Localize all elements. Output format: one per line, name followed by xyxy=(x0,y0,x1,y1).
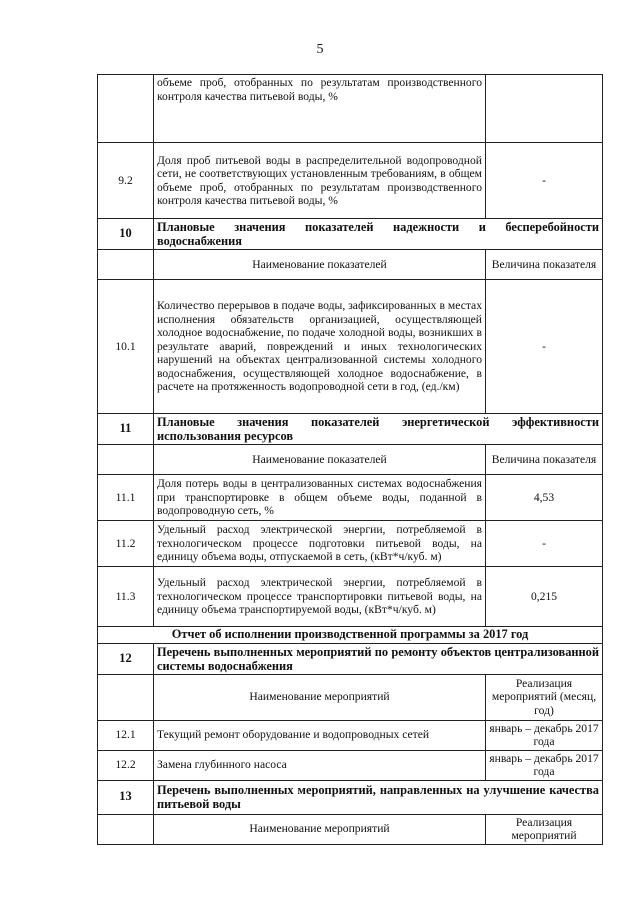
report-title: Отчет об исполнении производственной программы за 2017 год xyxy=(98,627,603,644)
indicator-name: Доля проб питьевой воды в распределительной водопроводной сети, не соответствующих установленным требованиям, в общем объеме проб, отобранных по результатам производственного контроля качества питьевой воды, % xyxy=(154,143,486,219)
column-header-row xyxy=(98,814,603,844)
activity-name: Замена глубинного насоса xyxy=(154,750,486,780)
row-number: 11.3 xyxy=(98,567,154,627)
page-number: 5 xyxy=(316,42,324,57)
table-row xyxy=(98,521,603,567)
table-row xyxy=(98,750,603,780)
row-number: 10.1 xyxy=(98,280,154,414)
indicator-value: - xyxy=(486,521,603,567)
activity-period: январь – декабрь 2017 года xyxy=(486,720,603,750)
indicator-value: - xyxy=(486,143,603,219)
section-number: 11 xyxy=(98,414,154,445)
table-row xyxy=(98,720,603,750)
row-number: 12.2 xyxy=(98,750,154,780)
program-table xyxy=(97,74,603,845)
row-number: 9.2 xyxy=(98,143,154,219)
table-row xyxy=(98,280,603,414)
column-header-name: Наименование мероприятий xyxy=(154,814,486,844)
column-header-value: Величина показателя xyxy=(486,445,603,475)
section-row xyxy=(98,219,603,250)
table-row xyxy=(98,567,603,627)
column-header-row xyxy=(98,445,603,475)
column-header-value: Величина показателя xyxy=(486,250,603,280)
section-number: 13 xyxy=(98,780,154,814)
section-number: 12 xyxy=(98,643,154,674)
indicator-name: Удельный расход электрической энергии, потребляемой в технологическом процессе подготовки питьевой воды, на единицу объема воды, отпускаемой в сеть, (кВт*ч/куб. м) xyxy=(154,521,486,567)
row-number: 11.2 xyxy=(98,521,154,567)
activity-period: январь – декабрь 2017 года xyxy=(486,750,603,780)
column-header-value: Реализация мероприятий (месяц, год) xyxy=(486,674,603,720)
activity-name: Текущий ремонт оборудование и водопроводных сетей xyxy=(154,720,486,750)
section-title: Плановые значения показателей надежности и бесперебойности водоснабжения xyxy=(154,219,603,250)
row-number: 11.1 xyxy=(98,475,154,521)
section-number: 10 xyxy=(98,219,154,250)
column-header-name: Наименование показателей xyxy=(154,445,486,475)
section-row xyxy=(98,414,603,445)
section-title: Перечень выполненных мероприятий по ремонту объектов централизованной системы водоснабжения xyxy=(154,643,603,674)
row-number: 12.1 xyxy=(98,720,154,750)
indicator-value xyxy=(486,75,603,143)
column-header-row xyxy=(98,674,603,720)
table-row xyxy=(98,143,603,219)
indicator-name: Доля потерь воды в централизованных системах водоснабжения при транспортировке в общем объеме воды, поданной в водопроводную сеть, % xyxy=(154,475,486,521)
column-header-row xyxy=(98,250,603,280)
column-header-value: Реализация мероприятий xyxy=(486,814,603,844)
section-row xyxy=(98,780,603,814)
indicator-name: Количество перерывов в подаче воды, зафиксированных в местах исполнения обязательств организацией, осуществляющей холодное водоснабжение, по подаче холодной воды, возникших в результате аварий, повреждений и иных технологических нарушений на объектах централизованной системы холодного водоснабжения, осуществляющей холодное водоснабжение, в расчете на протяженность водопроводной сети в год, (ед./км) xyxy=(154,280,486,414)
indicator-name: Удельный расход электрической энергии, потребляемой в технологическом процессе транспортировки питьевой воды, на единицу объема транспортируемой воды, (кВт*ч/куб. м) xyxy=(154,567,486,627)
indicator-value: 4,53 xyxy=(486,475,603,521)
indicator-value: - xyxy=(486,280,603,414)
indicator-value: 0,215 xyxy=(486,567,603,627)
table-row xyxy=(98,75,603,143)
column-header-name: Наименование показателей xyxy=(154,250,486,280)
column-header-name: Наименование мероприятий xyxy=(154,674,486,720)
section-title: Перечень выполненных мероприятий, направленных на улучшение качества питьевой воды xyxy=(154,780,603,814)
table-row xyxy=(98,475,603,521)
section-row xyxy=(98,643,603,674)
indicator-name: объеме проб, отобранных по результатам производственного контроля качества питьевой воды, % xyxy=(154,75,486,143)
section-title: Плановые значения показателей энергетической эффективности использования ресурсов xyxy=(154,414,603,445)
report-title-row xyxy=(98,627,603,644)
row-number xyxy=(98,75,154,143)
